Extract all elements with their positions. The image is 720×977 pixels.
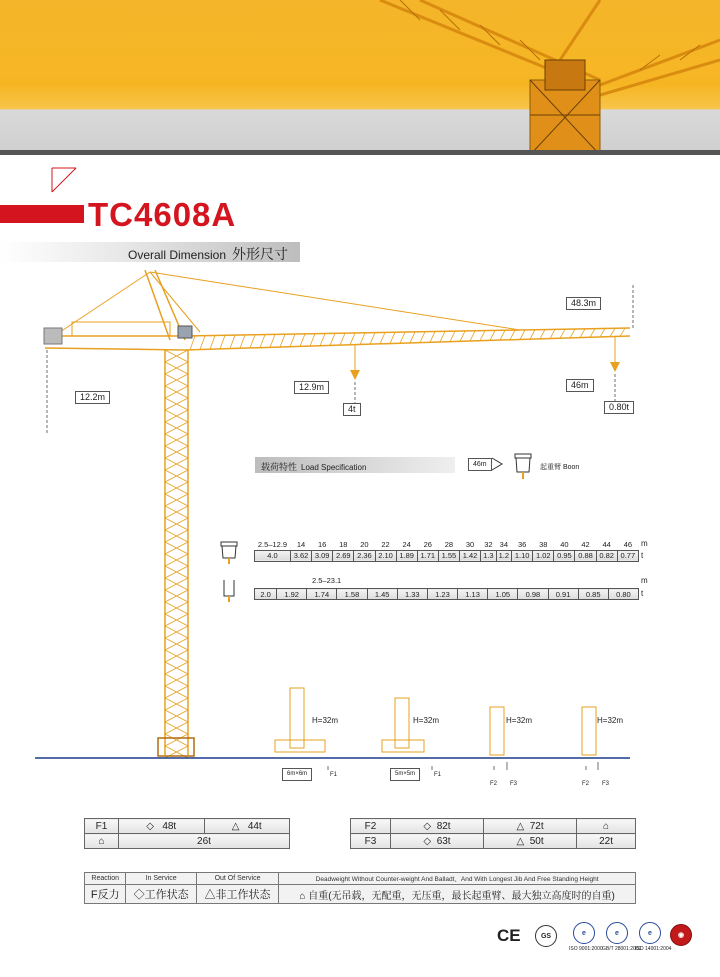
legend-in-service-cn-text: 工作状态: [144, 889, 189, 901]
f1-in-service: [119, 819, 205, 834]
iso-9001-icon: e: [573, 922, 595, 944]
crane-diagram: [0, 270, 720, 770]
f2-out-value: 72t: [529, 820, 544, 832]
jib-brace: [510, 330, 515, 340]
jib-brace: [590, 329, 595, 338]
radius-header-cell: 2.5–12.9: [257, 539, 288, 549]
load-cell: 1.89: [396, 550, 417, 561]
legend-out-service-en: Out Of Service: [196, 873, 278, 885]
load-cell: 0.98: [518, 589, 548, 600]
radius-header-cell: 46: [623, 539, 633, 549]
radius-header-cell: 26: [423, 539, 432, 549]
iso-9001-caption: ISO 9001:2000: [569, 946, 603, 952]
radius-header-cell: 20: [360, 539, 369, 549]
radius-header-cell: 42: [581, 539, 590, 549]
radius-header-cell: 28: [444, 539, 454, 549]
jib-brace: [390, 332, 395, 343]
jib-brace: [420, 332, 425, 343]
load-cell: 0.95: [554, 550, 575, 561]
reaction-table-f2-f3: [350, 818, 636, 849]
jib-brace: [570, 329, 575, 338]
load-cell: 1.92: [277, 589, 307, 600]
load-cell: 1.23: [427, 589, 457, 600]
jib-brace: [310, 334, 315, 346]
subtitle-cn: 外形尺寸: [232, 246, 289, 262]
deadweight-icon: ⌂: [299, 890, 306, 902]
radius-header-cell: 44: [602, 539, 611, 549]
diamond-icon: ◇: [423, 835, 432, 847]
load-cell: 1.42: [460, 550, 481, 561]
load-cell: 0.88: [575, 550, 596, 561]
jib-brace: [350, 333, 355, 345]
jib-brace: [450, 331, 455, 341]
load-cell: 2.69: [333, 550, 354, 561]
jib-brace: [480, 331, 485, 341]
legend-reaction-en: Reaction: [85, 873, 126, 885]
diamond-icon: ◇: [133, 889, 145, 901]
tip-load-label: 0.80t: [604, 401, 634, 414]
section-subtitle: [128, 244, 288, 264]
radius-header-cell: 22: [381, 539, 390, 549]
f3-out-service: [484, 834, 577, 849]
boom-caption: [540, 462, 579, 472]
jib-brace: [250, 335, 255, 348]
max-load-label: 4t: [343, 403, 361, 416]
jib-brace: [500, 330, 505, 340]
load-cell: 1.71: [417, 550, 438, 561]
unit-m-1: m: [641, 539, 648, 548]
legend-deadweight-cn: [279, 885, 636, 904]
jib-brace: [530, 330, 535, 339]
load-cell: 1.55: [438, 550, 459, 561]
f1-deadweight: 26t: [119, 834, 290, 849]
force-f1-b: F1: [434, 772, 442, 778]
jib-brace: [270, 334, 275, 347]
diamond-icon: ◇: [423, 820, 432, 832]
height-label-4: H=32m: [597, 716, 624, 725]
load-cell: 1.2: [496, 550, 511, 561]
jib-brace: [300, 334, 305, 346]
jib-brace: [620, 328, 625, 336]
load-cell: 1.05: [488, 589, 518, 600]
load-cell: 0.85: [578, 589, 608, 600]
force-f1-a: F1: [330, 772, 338, 778]
force-f2-a: F2: [490, 781, 498, 787]
radius-header-cell: 34: [499, 539, 509, 549]
radius-header-cell: 30: [465, 539, 475, 549]
gbt-28001-icon: e: [606, 922, 628, 944]
radius-header-cell: 32: [484, 539, 493, 549]
load-cell: 0.77: [617, 550, 638, 561]
f1-in-value: 48t: [162, 820, 177, 832]
legend-in-service-en: In Service: [126, 873, 196, 885]
load-cell: 0.91: [548, 589, 578, 600]
radius-header-cell: 16: [318, 539, 327, 549]
load-cell: 3.62: [291, 550, 312, 561]
f2-out-service: [484, 819, 577, 834]
subtitle-en: Overall Dimension: [128, 248, 227, 262]
load-spec-title-en: Load Specification: [301, 463, 367, 472]
radius-header-cell: 38: [539, 539, 548, 549]
jib-brace: [230, 335, 235, 348]
jib-brace: [290, 334, 295, 347]
f3-label: F3: [351, 834, 391, 849]
jib-length-label: 48.3m: [566, 297, 601, 310]
boom-length-label: 46m: [468, 458, 492, 471]
diamond-icon: ◇: [146, 820, 154, 832]
legend-out-service-cn: [196, 885, 278, 904]
boom-caption-en: Boon: [562, 464, 580, 471]
load-cell: 0.82: [596, 550, 617, 561]
ce-mark-icon: CE: [497, 926, 521, 945]
load-spec-title-cn: 载荷特性: [261, 462, 298, 472]
load-cell: 0.80: [608, 589, 638, 600]
jib-brace: [550, 329, 555, 338]
f2-in-value: 82t: [436, 820, 451, 832]
hook-2fall-icon: [218, 540, 240, 566]
height-label-2: H=32m: [413, 716, 440, 725]
max-radius-label: 46m: [566, 379, 594, 392]
header-banner: [0, 0, 720, 155]
jib-brace: [430, 332, 435, 343]
jib-brace: [260, 335, 265, 348]
f3-deadweight: 22t: [577, 834, 636, 849]
jib-brace: [520, 330, 525, 339]
jib-brace: [320, 334, 325, 346]
f3-in-service: [391, 834, 484, 849]
f2-label: F2: [351, 819, 391, 834]
banner-divider: [0, 150, 720, 155]
load-spec-bar: [255, 457, 455, 473]
triangle-icon: △: [516, 835, 525, 847]
crane-photo: [0, 0, 720, 155]
radius-header-cell: 40: [560, 539, 569, 549]
legend-reaction-cn: F反力: [85, 885, 126, 904]
jib-brace: [210, 336, 215, 350]
jib-brace: [400, 332, 405, 343]
title-accent-bar: [0, 205, 84, 223]
f3-in-value: 63t: [436, 835, 451, 847]
load-table-4fall: [254, 539, 639, 562]
gs-mark-icon: GS: [535, 925, 557, 947]
min-radius-label: 12.9m: [294, 381, 329, 394]
row2-header: 2.5–23.1: [312, 576, 342, 585]
load-cell: 1.02: [533, 550, 554, 561]
load-cell: 1.58: [337, 589, 367, 600]
f1-label: F1: [85, 819, 119, 834]
jib-brace: [600, 329, 605, 337]
load-cell: 2.36: [354, 550, 375, 561]
radius-header-cell: 18: [339, 539, 348, 549]
base-size-1: 6m×6m: [282, 768, 312, 781]
f1-out-service: [204, 819, 290, 834]
iso-14001-icon: e: [639, 922, 661, 944]
load-cell: 1.74: [307, 589, 337, 600]
jib-brace: [440, 331, 445, 342]
gbt-28001-caption: GB/T 28001:2001: [602, 946, 642, 952]
load-cell: 1.3: [481, 550, 496, 561]
base-size-2: 5m×5m: [390, 768, 420, 781]
jib-brace: [560, 329, 565, 338]
jib-brace: [410, 332, 415, 343]
radius-header-cell: 36: [517, 539, 527, 549]
load-cell: 4.0: [255, 550, 291, 561]
jib-brace: [370, 333, 375, 345]
load-cell: 2.10: [375, 550, 396, 561]
f1-out-value: 44t: [247, 820, 262, 832]
jib-brace: [240, 335, 245, 348]
f3-out-value: 50t: [529, 835, 544, 847]
hook-icon: [512, 452, 534, 482]
unit-t-1: t: [641, 551, 644, 560]
jib-brace: [380, 332, 385, 343]
page-title: TC4608A: [88, 196, 237, 233]
boom-arrow-icon: [490, 456, 506, 472]
legend-in-service-cn: [126, 885, 196, 904]
load-table-2fall: [254, 588, 639, 600]
jib-brace: [220, 335, 225, 349]
company-seal-icon: ◉: [670, 924, 692, 946]
counter-jib-label: 12.2m: [75, 391, 110, 404]
load-cell: 1.10: [512, 550, 533, 561]
radius-header-cell: 14: [296, 539, 306, 549]
load-cell: 3.09: [312, 550, 333, 561]
jib-brace: [460, 331, 465, 341]
jib-brace: [200, 336, 205, 350]
triangle-icon: △: [231, 820, 240, 832]
load-cell: 1.33: [397, 589, 427, 600]
f2-in-service: [391, 819, 484, 834]
deadweight-icon: ⌂: [85, 834, 119, 849]
force-f2-b: F2: [582, 781, 590, 787]
triangle-icon: △: [204, 889, 216, 901]
legend-deadweight-cn-text: 自重(无吊载，无配重，无压重，最长起重臂、最大独立高度时的自重): [308, 890, 615, 902]
legend-table: [84, 872, 636, 904]
jib-brace: [360, 333, 365, 345]
unit-t-2: t: [641, 589, 644, 598]
jib-brace: [470, 331, 475, 341]
legend-out-service-cn-text: 非工作状态: [215, 889, 271, 901]
load-cell: 1.45: [367, 589, 397, 600]
jib-brace: [580, 329, 585, 338]
jib-brace: [280, 334, 285, 347]
deadweight-icon: ⌂: [577, 819, 636, 834]
force-f3-b: F3: [602, 781, 610, 787]
reaction-table-f1: [84, 818, 290, 849]
height-label-1: H=32m: [312, 716, 339, 725]
jib-brace: [610, 328, 615, 336]
unit-m-2: m: [641, 576, 648, 585]
triangle-icon: △: [516, 820, 525, 832]
jib-brace: [340, 333, 345, 345]
load-cell: 2.0: [255, 589, 277, 600]
boom-caption-cn: 起重臂: [540, 464, 561, 471]
radius-header-cell: 24: [402, 539, 411, 549]
force-f3-a: F3: [510, 781, 518, 787]
height-label-3: H=32m: [506, 716, 533, 725]
iso-14001-caption: ISO 14001:2004: [635, 946, 672, 952]
load-cell: 1.13: [458, 589, 488, 600]
jib-brace: [330, 333, 335, 345]
arrow-corner-icon: [48, 166, 80, 196]
legend-deadweight-en: Deadweight Without Counter-weight And Balladt、And With Longest Jib And Free Standing Height: [279, 873, 636, 885]
jib-brace: [540, 330, 545, 339]
jib-brace: [490, 331, 495, 341]
hook-1fall-icon: [218, 578, 240, 604]
